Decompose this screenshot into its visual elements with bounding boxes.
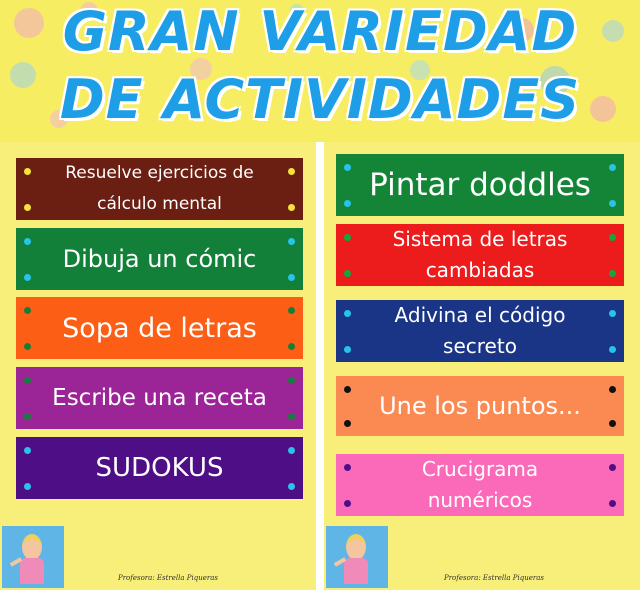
- card-dot: [344, 310, 351, 317]
- card-dot: [344, 500, 351, 507]
- card-dot: [609, 270, 616, 277]
- card-dot: [288, 274, 295, 281]
- avatar-head: [346, 534, 366, 560]
- card-label: Crucigrama numéricos: [421, 457, 539, 512]
- card-label: Adivina el código secreto: [394, 303, 566, 358]
- card-dot: [344, 270, 351, 277]
- avatar-head: [22, 534, 42, 560]
- card-label: Sopa de letras: [62, 312, 257, 344]
- title-line-1: GRAN VARIEDAD: [62, 0, 578, 63]
- teacher-credit: Profesora: Estrella Piqueras: [118, 574, 218, 582]
- card-dot: [288, 377, 295, 384]
- card-dot: [609, 310, 616, 317]
- card-dot: [344, 420, 351, 427]
- card-dot: [24, 274, 31, 281]
- card-dot: [609, 420, 616, 427]
- card-dot: [288, 447, 295, 454]
- card-dot: [24, 413, 31, 420]
- card-dot: [288, 238, 295, 245]
- card-dot: [609, 346, 616, 353]
- card-dot: [288, 483, 295, 490]
- card-dot: [609, 164, 616, 171]
- card-dot: [288, 168, 295, 175]
- card-label: Escribe una receta: [52, 385, 267, 411]
- card-dot: [344, 200, 351, 207]
- card-dot: [24, 238, 31, 245]
- card-dot: [344, 464, 351, 471]
- card-dot: [24, 204, 31, 211]
- activity-card-secret-code: [336, 300, 624, 362]
- card-dot: [24, 377, 31, 384]
- card-dot: [288, 204, 295, 211]
- card-dot: [344, 346, 351, 353]
- card-label: Resuelve ejercicios de cálculo mental: [65, 163, 254, 214]
- card-label: SUDOKUS: [95, 453, 224, 483]
- activity-card-word-search: [16, 297, 303, 359]
- card-dot: [288, 343, 295, 350]
- activity-card-crossword: [336, 454, 624, 516]
- page-divider: [316, 142, 324, 590]
- card-dot: [344, 386, 351, 393]
- card-label: Une los puntos...: [379, 392, 581, 420]
- card-dot: [288, 413, 295, 420]
- activity-card-doodles: [336, 154, 624, 216]
- activity-card-comic: [16, 228, 303, 290]
- activity-card-sudokus: [16, 437, 303, 499]
- card-label: Pintar doddles: [369, 167, 591, 203]
- activity-card-mental-math: [16, 158, 303, 220]
- card-dot: [24, 483, 31, 490]
- teacher-avatar: [2, 526, 64, 588]
- card-dot: [24, 343, 31, 350]
- activity-card-letter-system: [336, 224, 624, 286]
- card-dot: [24, 307, 31, 314]
- card-dot: [344, 234, 351, 241]
- card-dot: [609, 464, 616, 471]
- card-dot: [24, 447, 31, 454]
- avatar-body: [20, 558, 44, 584]
- activity-card-recipe: [16, 367, 303, 429]
- card-dot: [288, 307, 295, 314]
- card-dot: [609, 500, 616, 507]
- card-dot: [344, 164, 351, 171]
- activity-card-connect-dots: [336, 376, 624, 436]
- title-banner: [0, 0, 640, 142]
- avatar-body: [344, 558, 368, 584]
- title-line-2: DE ACTIVIDADES: [59, 68, 581, 131]
- card-dot: [609, 200, 616, 207]
- card-dot: [609, 386, 616, 393]
- card-dot: [609, 234, 616, 241]
- teacher-avatar: [326, 526, 388, 588]
- card-dot: [24, 168, 31, 175]
- card-label: Dibuja un cómic: [62, 245, 257, 273]
- card-label: Sistema de letras cambiadas: [392, 227, 568, 282]
- teacher-credit: Profesora: Estrella Piqueras: [444, 574, 544, 582]
